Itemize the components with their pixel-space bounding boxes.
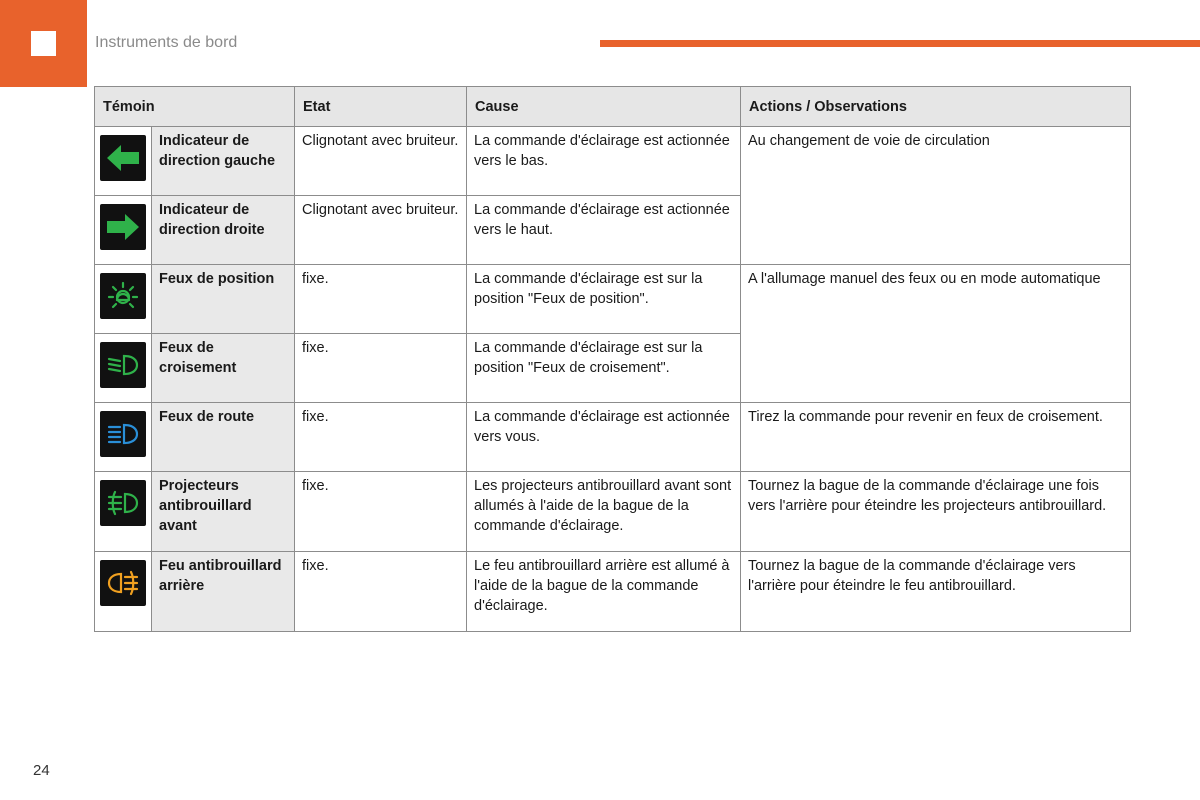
state-cell: fixe. (295, 334, 467, 403)
actions-cell: Au changement de voie de circulation (741, 127, 1131, 265)
icon-cell (95, 552, 152, 632)
column-header-actions: Actions / Observations (741, 87, 1131, 127)
indicator-name: Indicateur de direction gauche (152, 127, 295, 196)
cause-cell: La commande d'éclairage est actionnée vers le haut. (467, 196, 741, 265)
cause-cell: Les projecteurs antibrouillard avant sont allumés à l'aide de la bague de la commande d'éclairage. (467, 472, 741, 552)
rear-fog-lamp-icon (100, 560, 146, 606)
column-header-temoin: Témoin (95, 87, 295, 127)
actions-cell: Tirez la commande pour revenir en feux de croisement. (741, 403, 1131, 472)
page-number: 24 (33, 762, 50, 779)
chapter-tab-square (31, 31, 56, 56)
section-title: Instruments de bord (95, 34, 238, 51)
table-row (95, 552, 1131, 632)
indicator-name: Feux de croisement (152, 334, 295, 403)
column-header-cause: Cause (467, 87, 741, 127)
state-cell: fixe. (295, 403, 467, 472)
cause-cell: La commande d'éclairage est actionnée vers vous. (467, 403, 741, 472)
icon-cell (95, 403, 152, 472)
actions-cell: Tournez la bague de la commande d'éclairage une fois vers l'arrière pour éteindre les projecteurs antibrouillard. (741, 472, 1131, 552)
cause-cell: La commande d'éclairage est actionnée vers le bas. (467, 127, 741, 196)
state-cell: fixe. (295, 552, 467, 632)
state-cell: fixe. (295, 265, 467, 334)
turn-left-arrow-icon (100, 135, 146, 181)
main-beam-icon (100, 411, 146, 457)
table-row (95, 127, 1131, 196)
position-lights-icon (100, 273, 146, 319)
chapter-tab (0, 0, 87, 87)
cause-cell: Le feu antibrouillard arrière est allumé à l'aide de la bague de la commande d'éclairage. (467, 552, 741, 632)
front-fog-lamp-icon (100, 480, 146, 526)
icon-cell (95, 127, 152, 196)
icon-cell (95, 265, 152, 334)
table-row (95, 265, 1131, 334)
indicator-name: Feux de route (152, 403, 295, 472)
state-cell: fixe. (295, 472, 467, 552)
indicator-name: Feu antibrouillard arrière (152, 552, 295, 632)
icon-cell (95, 196, 152, 265)
state-cell: Clignotant avec bruiteur. (295, 196, 467, 265)
state-cell: Clignotant avec bruiteur. (295, 127, 467, 196)
table-header-row (95, 87, 1131, 127)
indicator-name: Indicateur de direction droite (152, 196, 295, 265)
icon-cell (95, 472, 152, 552)
icon-cell (95, 334, 152, 403)
table-row (95, 403, 1131, 472)
actions-cell: Tournez la bague de la commande d'éclairage vers l'arrière pour éteindre le feu antibrouillard. (741, 552, 1131, 632)
cause-cell: La commande d'éclairage est sur la position "Feux de croisement". (467, 334, 741, 403)
turn-right-arrow-icon (100, 204, 146, 250)
header-accent-bar (600, 40, 1200, 47)
indicator-name: Feux de position (152, 265, 295, 334)
indicator-name: Projecteurs antibrouillard avant (152, 472, 295, 552)
cause-cell: La commande d'éclairage est sur la position "Feux de position". (467, 265, 741, 334)
table-row (95, 472, 1131, 552)
dipped-beam-icon (100, 342, 146, 388)
warning-lights-table (94, 86, 1131, 632)
column-header-etat: Etat (295, 87, 467, 127)
actions-cell: A l'allumage manuel des feux ou en mode automatique (741, 265, 1131, 403)
